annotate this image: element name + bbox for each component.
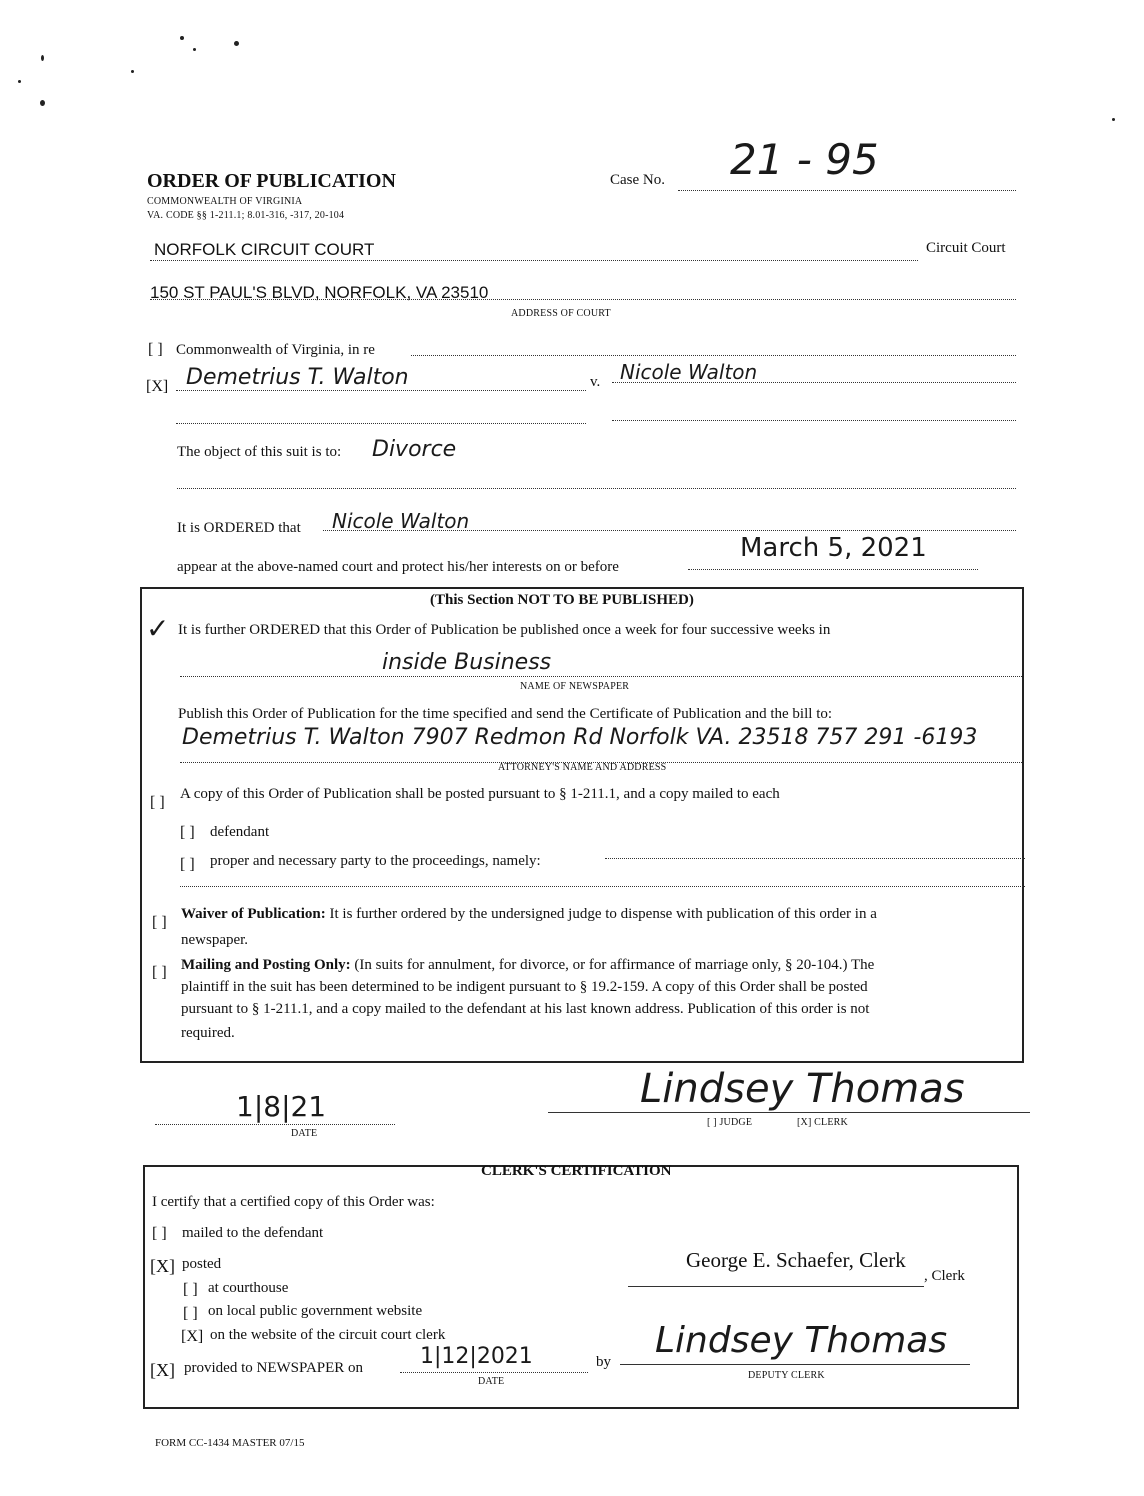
- mailed-label: mailed to the defendant: [182, 1225, 324, 1241]
- mailing-text-4: required.: [181, 1025, 235, 1041]
- plaintiff-name: Demetrius T. Walton: [186, 365, 409, 390]
- appear-date: March 5, 2021: [740, 533, 927, 563]
- clerk-name-line: [628, 1280, 924, 1287]
- versus-label: v.: [590, 374, 601, 390]
- party-line-2: [180, 876, 1025, 887]
- case-number: 21 - 95: [730, 135, 879, 184]
- mailing-body: (In suits for annulment, for divorce, or for affirmance of marriage only, § 20-104.) The: [350, 957, 875, 973]
- clerk-caption: [X] CLERK: [797, 1117, 848, 1128]
- copy-text: A copy of this Order of Publication shall be posted pursuant to § 1-211.1, and a copy mailed to each: [180, 786, 780, 802]
- address-caption: ADDRESS OF COURT: [511, 308, 611, 319]
- attorney-caption: ATTORNEY'S NAME AND ADDRESS: [498, 762, 667, 773]
- clerk-site-checkbox[interactable]: [X]: [181, 1328, 204, 1345]
- mailing-text-1: [181, 957, 874, 974]
- plaintiff-line: [176, 378, 586, 391]
- further-checkmark[interactable]: ✓: [146, 612, 170, 645]
- publish-text: Publish this Order of Publication for the time specified and send the Certificate of Publication and the bill to:: [178, 706, 833, 722]
- scan-speck: [40, 100, 45, 106]
- scan-speck: [234, 41, 239, 46]
- object-line-2: [177, 478, 1016, 489]
- party-line: [605, 846, 1025, 859]
- court-address: 150 ST PAUL'S BLVD, NORFOLK, VA 23510: [150, 283, 489, 302]
- website-checkbox[interactable]: [ ]: [183, 1305, 198, 1322]
- scan-speck: [180, 36, 184, 40]
- posted-checkbox[interactable]: [X]: [150, 1256, 175, 1276]
- form-number: FORM CC-1434 MASTER 07/15: [155, 1437, 305, 1449]
- order-date-line: [155, 1116, 395, 1125]
- parties-checkbox[interactable]: [X]: [146, 378, 169, 395]
- mailing-title: Mailing and Posting Only:: [181, 957, 351, 973]
- court-suffix: Circuit Court: [926, 240, 1006, 256]
- mailing-text-2: plaintiff in the suit has been determined to be indigent pursuant to § 19.2-159. A copy of this Order shall be posted: [181, 979, 868, 995]
- defendant-line-2: [612, 410, 1016, 421]
- waiver-text: [181, 906, 877, 923]
- clerk-name: George E. Schaefer, Clerk: [686, 1248, 906, 1272]
- clerk-signature: Lindsey Thomas: [640, 1066, 965, 1112]
- not-published-heading: (This Section NOT TO BE PUBLISHED): [430, 592, 694, 608]
- waiver-title: Waiver of Publication:: [181, 906, 326, 922]
- newspaper-caption: NAME OF NEWSPAPER: [520, 681, 630, 692]
- newspaper-provided-label: provided to NEWSPAPER on: [184, 1360, 364, 1376]
- courthouse-label: at courthouse: [208, 1280, 289, 1296]
- mailing-text-3: pursuant to § 1-211.1, and a copy mailed to the defendant at his last known address. Publication of this order is not: [181, 1001, 870, 1017]
- further-text: It is further ORDERED that this Order of Publication be published once a week for four successive weeks in: [178, 622, 831, 638]
- commonwealth-label: Commonwealth of Virginia, in re: [176, 342, 375, 358]
- form-subtitle: COMMONWEALTH OF VIRGINIA: [147, 196, 303, 207]
- scan-speck: [18, 80, 21, 83]
- attorney-name-address: Demetrius T. Walton 7907 Redmon Rd Norfolk VA. 23518 757 291 -6193: [182, 725, 978, 750]
- commonwealth-checkbox[interactable]: [ ]: [148, 341, 163, 358]
- plaintiff-line-2: [176, 413, 586, 424]
- waiver-checkbox[interactable]: [ ]: [152, 914, 167, 931]
- order-date-caption: DATE: [291, 1128, 318, 1139]
- copy-checkbox[interactable]: [ ]: [150, 794, 165, 811]
- deputy-signature: Lindsey Thomas: [655, 1320, 948, 1361]
- clerk-site-label: on the website of the circuit court clerk: [210, 1327, 446, 1343]
- mailing-checkbox[interactable]: [ ]: [152, 964, 167, 981]
- courthouse-checkbox[interactable]: [ ]: [183, 1281, 198, 1298]
- deputy-line: [620, 1358, 970, 1365]
- order-date: 1|8|21: [236, 1090, 327, 1123]
- waiver-body: It is further ordered by the undersigned judge to dispense with publication of this order in a: [325, 906, 877, 922]
- court-name: NORFOLK CIRCUIT COURT: [154, 240, 375, 259]
- form-code: VA. CODE §§ 1-211.1; 8.01-316, -317, 20-104: [147, 210, 345, 221]
- newspaper-date: 1|12|2021: [420, 1344, 533, 1369]
- certification-intro: I certify that a certified copy of this Order was:: [152, 1194, 435, 1210]
- ordered-label: It is ORDERED that: [177, 520, 301, 536]
- ordered-line: [323, 518, 1016, 531]
- newspaper-name: inside Business: [382, 650, 552, 675]
- case-label: Case No.: [610, 172, 665, 188]
- party-checkbox[interactable]: [ ]: [180, 856, 195, 873]
- certification-heading: CLERK'S CERTIFICATION: [481, 1163, 672, 1179]
- object-label: The object of this suit is to:: [177, 444, 342, 460]
- newspaper-provided-checkbox[interactable]: [X]: [150, 1360, 175, 1380]
- appear-text: appear at the above-named court and protect his/her interests on or before: [177, 559, 619, 575]
- deputy-caption: DEPUTY CLERK: [748, 1370, 825, 1381]
- scan-speck: [193, 48, 196, 51]
- scan-speck: [1112, 118, 1115, 121]
- newspaper-line: [180, 664, 1022, 677]
- scan-speck: [41, 55, 44, 61]
- judge-caption: [ ] JUDGE: [707, 1117, 753, 1128]
- party-label: proper and necessary party to the proceedings, namely:: [210, 853, 541, 869]
- defendant-checkbox[interactable]: [ ]: [180, 824, 195, 841]
- by-label: by: [596, 1354, 611, 1370]
- object-value: Divorce: [372, 437, 457, 462]
- scan-speck: [131, 70, 134, 73]
- signature-line: [548, 1104, 1030, 1113]
- defendant-name: Nicole Walton: [620, 360, 758, 384]
- ordered-name: Nicole Walton: [332, 509, 470, 533]
- waiver-text-2: newspaper.: [181, 932, 249, 948]
- mailed-checkbox[interactable]: [ ]: [152, 1225, 167, 1242]
- website-label: on local public government website: [208, 1303, 423, 1319]
- commonwealth-line: [411, 345, 1016, 356]
- newspaper-date-caption: DATE: [478, 1376, 505, 1387]
- form-title: ORDER OF PUBLICATION: [147, 170, 396, 192]
- defendant-label: defendant: [210, 824, 270, 840]
- defendant-line: [612, 370, 1016, 383]
- posted-label: posted: [182, 1256, 222, 1272]
- clerk-suffix: , Clerk: [924, 1268, 965, 1284]
